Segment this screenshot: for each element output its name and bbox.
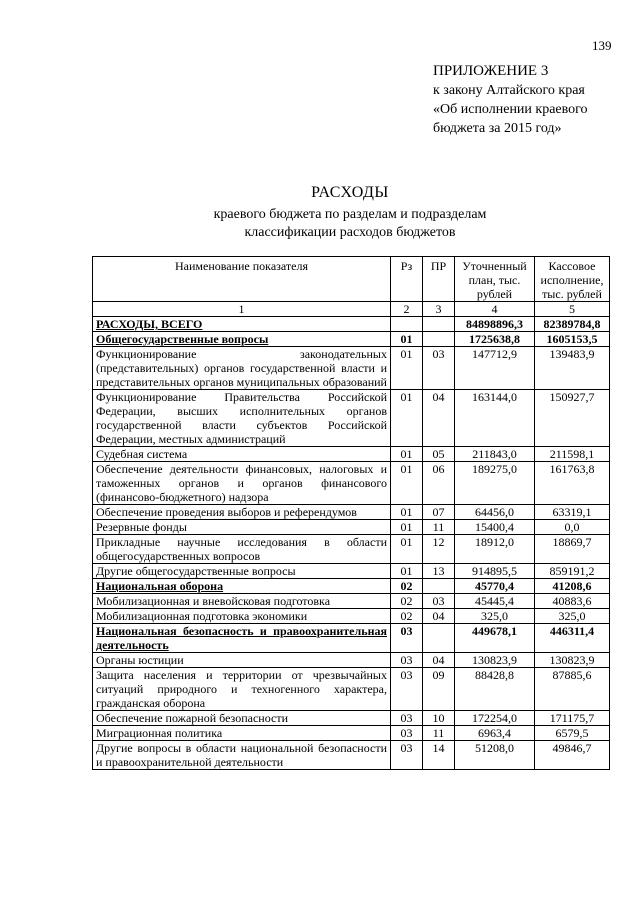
- row-name-cell: Органы юстиции: [93, 653, 391, 668]
- row-rz-cell: 01: [391, 447, 423, 462]
- row-name-cell: Защита населения и территории от чрезвычайных ситуаций природного и техногенного характера, гражданская оборона: [93, 668, 391, 711]
- table-row: [93, 505, 610, 520]
- row-pr-cell: 13: [423, 564, 455, 579]
- table-row: [93, 535, 610, 564]
- row-plan-cell: 1725638,8: [455, 332, 535, 347]
- table-row: [93, 624, 610, 653]
- column-number-row: [93, 302, 610, 317]
- header-plan: Уточненный план, тыс. рублей: [455, 257, 535, 302]
- row-pr-cell: 10: [423, 711, 455, 726]
- row-name-cell: Судебная система: [93, 447, 391, 462]
- title-main: РАСХОДЫ: [311, 184, 389, 201]
- table-row: [93, 741, 610, 770]
- row-name-cell: Общегосударственные вопросы: [93, 332, 391, 347]
- row-plan-cell: 45770,4: [455, 579, 535, 594]
- row-plan-cell: 84898896,3: [455, 317, 535, 332]
- row-rz-cell: 03: [391, 624, 423, 653]
- row-rz-cell: 01: [391, 347, 423, 390]
- row-plan-cell: 45445,4: [455, 594, 535, 609]
- row-name-cell: Прикладные научные исследования в области общегосударственных вопросов: [93, 535, 391, 564]
- row-rz-cell: 03: [391, 726, 423, 741]
- row-plan-cell: 18912,0: [455, 535, 535, 564]
- table-row: [93, 390, 610, 447]
- row-pr-cell: 04: [423, 609, 455, 624]
- row-name-cell: Мобилизационная и вневойсковая подготовка: [93, 594, 391, 609]
- row-rz-cell: 01: [391, 535, 423, 564]
- row-rz-cell: 03: [391, 711, 423, 726]
- row-plan-cell: 6963,4: [455, 726, 535, 741]
- row-pr-cell: 07: [423, 505, 455, 520]
- row-cash-cell: 139483,9: [535, 347, 610, 390]
- table-row: [93, 462, 610, 505]
- row-plan-cell: 172254,0: [455, 711, 535, 726]
- table-row: [93, 726, 610, 741]
- row-pr-cell: 09: [423, 668, 455, 711]
- row-plan-cell: 163144,0: [455, 390, 535, 447]
- table-row: [93, 564, 610, 579]
- row-name-cell: Обеспечение деятельности финансовых, налоговых и таможенных органов и органов финансового (финансово-бюджетного) надзора: [93, 462, 391, 505]
- row-cash-cell: 82389784,8: [535, 317, 610, 332]
- header-rz: Рз: [391, 257, 423, 302]
- row-cash-cell: 171175,7: [535, 711, 610, 726]
- row-rz-cell: 02: [391, 594, 423, 609]
- row-pr-cell: 03: [423, 347, 455, 390]
- column-number: 2: [391, 302, 423, 317]
- row-cash-cell: 40883,6: [535, 594, 610, 609]
- row-name-cell: Обеспечение пожарной безопасности: [93, 711, 391, 726]
- row-plan-cell: 64456,0: [455, 505, 535, 520]
- table-row: [93, 347, 610, 390]
- header-cash: Кассовое исполнение, тыс. рублей: [535, 257, 610, 302]
- row-cash-cell: 0,0: [535, 520, 610, 535]
- column-number: 1: [93, 302, 391, 317]
- row-cash-cell: 87885,6: [535, 668, 610, 711]
- table-row: [93, 317, 610, 332]
- row-pr-cell: [423, 317, 455, 332]
- table-row: [93, 332, 610, 347]
- row-rz-cell: 01: [391, 390, 423, 447]
- table-row: [93, 447, 610, 462]
- row-cash-cell: 211598,1: [535, 447, 610, 462]
- row-plan-cell: 130823,9: [455, 653, 535, 668]
- row-cash-cell: 1605153,5: [535, 332, 610, 347]
- row-rz-cell: 02: [391, 579, 423, 594]
- row-pr-cell: 14: [423, 741, 455, 770]
- row-plan-cell: 88428,8: [455, 668, 535, 711]
- row-cash-cell: 859191,2: [535, 564, 610, 579]
- row-rz-cell: 03: [391, 741, 423, 770]
- row-plan-cell: 914895,5: [455, 564, 535, 579]
- row-name-cell: Национальная оборона: [93, 579, 391, 594]
- table-header-row: [93, 257, 610, 302]
- row-cash-cell: 446311,4: [535, 624, 610, 653]
- row-name-cell: Другие общегосударственные вопросы: [93, 564, 391, 579]
- appendix-line: к закону Алтайского края: [433, 83, 585, 98]
- row-rz-cell: 03: [391, 653, 423, 668]
- row-name-cell: Функционирование Правительства Российской Федерации, высших исполнительных органов государственной власти субъектов Российской Федерации, местных администраций: [93, 390, 391, 447]
- row-cash-cell: 161763,8: [535, 462, 610, 505]
- column-number: 5: [535, 302, 610, 317]
- table-body: [93, 317, 610, 770]
- row-plan-cell: 325,0: [455, 609, 535, 624]
- row-name-cell: Национальная безопасность и правоохранительная деятельность: [93, 624, 391, 653]
- row-cash-cell: 6579,5: [535, 726, 610, 741]
- row-pr-cell: [423, 624, 455, 653]
- table-row: [93, 594, 610, 609]
- row-rz-cell: [391, 317, 423, 332]
- row-name-cell: Обеспечение проведения выборов и референдумов: [93, 505, 391, 520]
- row-pr-cell: [423, 332, 455, 347]
- row-plan-cell: 449678,1: [455, 624, 535, 653]
- table-row: [93, 520, 610, 535]
- header-name: Наименование показателя: [93, 257, 391, 302]
- table-row: [93, 609, 610, 624]
- row-cash-cell: 130823,9: [535, 653, 610, 668]
- column-number: 3: [423, 302, 455, 317]
- row-name-cell: Функционирование законодательных (представительных) органов государственной власти и представительных органов муниципальных образований: [93, 347, 391, 390]
- row-rz-cell: 01: [391, 462, 423, 505]
- row-pr-cell: 12: [423, 535, 455, 564]
- row-rz-cell: 03: [391, 668, 423, 711]
- row-name-cell: Другие вопросы в области национальной безопасности и правоохранительной деятельности: [93, 741, 391, 770]
- row-name-cell: РАСХОДЫ, ВСЕГО: [93, 317, 391, 332]
- row-name-cell: Мобилизационная подготовка экономики: [93, 609, 391, 624]
- page-number: 139: [592, 38, 612, 53]
- appendix-block: [433, 62, 588, 138]
- row-pr-cell: 04: [423, 653, 455, 668]
- row-plan-cell: 211843,0: [455, 447, 535, 462]
- expenditure-table: [92, 256, 610, 770]
- row-pr-cell: 05: [423, 447, 455, 462]
- header-pr: ПР: [423, 257, 455, 302]
- row-pr-cell: 04: [423, 390, 455, 447]
- appendix-title: ПРИЛОЖЕНИЕ 3: [433, 63, 549, 79]
- row-rz-cell: 02: [391, 609, 423, 624]
- table-row: [93, 711, 610, 726]
- row-cash-cell: 18869,7: [535, 535, 610, 564]
- row-plan-cell: 189275,0: [455, 462, 535, 505]
- row-cash-cell: 150927,7: [535, 390, 610, 447]
- document-title: [160, 184, 540, 242]
- row-name-cell: Миграционная политика: [93, 726, 391, 741]
- row-cash-cell: 41208,6: [535, 579, 610, 594]
- row-rz-cell: 01: [391, 520, 423, 535]
- table-row: [93, 668, 610, 711]
- row-pr-cell: [423, 579, 455, 594]
- appendix-line: «Об исполнении краевого: [433, 102, 588, 117]
- row-cash-cell: 49846,7: [535, 741, 610, 770]
- row-cash-cell: 325,0: [535, 609, 610, 624]
- row-pr-cell: 11: [423, 520, 455, 535]
- row-name-cell: Резервные фонды: [93, 520, 391, 535]
- row-plan-cell: 15400,4: [455, 520, 535, 535]
- row-pr-cell: 03: [423, 594, 455, 609]
- row-plan-cell: 51208,0: [455, 741, 535, 770]
- table-row: [93, 653, 610, 668]
- title-subtitle-line: классификации расходов бюджетов: [244, 225, 456, 240]
- row-pr-cell: 11: [423, 726, 455, 741]
- column-number: 4: [455, 302, 535, 317]
- row-rz-cell: 01: [391, 564, 423, 579]
- row-rz-cell: 01: [391, 505, 423, 520]
- title-subtitle-line: краевого бюджета по разделам и подразделам: [213, 207, 487, 222]
- row-rz-cell: 01: [391, 332, 423, 347]
- table-row: [93, 579, 610, 594]
- row-cash-cell: 63319,1: [535, 505, 610, 520]
- row-pr-cell: 06: [423, 462, 455, 505]
- appendix-line: бюджета за 2015 год»: [433, 121, 562, 136]
- row-plan-cell: 147712,9: [455, 347, 535, 390]
